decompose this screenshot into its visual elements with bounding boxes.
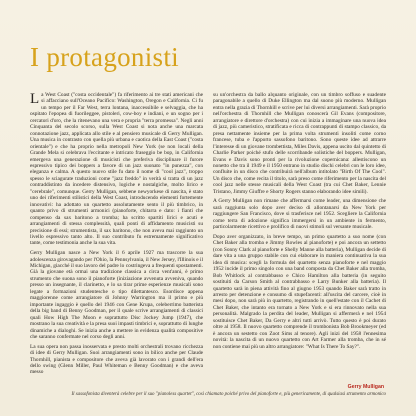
column-right [213,92,386,392]
paragraph: su un'orchestra da ballo alquanto originale, con un timbro soffuso e suadente paragonabile a quello di Duke Ellington ma dal suono più moderno. Mulligan entra nella grazia di Thornhill e scrive per lui diversi arrangiamenti. Sarà proprio nell'orchestra di Thornhill che Mulligan conoscerà Gil Evans (compositore, arrangiatore e direttore d'orchestra) con cui inizia a immaginare una nuova idea di jazz, più cameristico, stratificata e ricca di contrappunti di stampo classico, da presa nettamente insieme per la prima volta strumenti insoliti come corno francese, tuba e l'apporto sassofono baritono. Sono queste idee ad attrarre l'interesse di un giovane trombettista, Miles Davis, appena uscito dal quintetto di Charlie Parker poiché stufo delle scorribande solistiche del boppers. Mulligan, Evans e Davis sono pronti per la rivoluzione copernicana: allestiscono un nonetto che tra il 1949 e il 1950 entrano in studio dischi celebri con le loro idee, confluite in un disco che contribuirà nell'album intitolato "Birth Of The Cool". Un disco che, come recita il titolo, sarà preso come riferimento per la nascita del cool jazz nelle stesse musicali della West Coast (tra cui Chet Baker, Lennie Tristano, Jimmy Giuffre e Shorty Rogers stanno elaborando idee simili). [213,92,386,195]
paragraph-text: a West Coast ("costa occidentale") fa riferimento ai tre stati americani che si affacciano sull'Oceano Pacifico: Washington, Oregon e California. Ci fu un tempo per il Far West, terra lontana, inaccessibile e selvaggia, che ha ospitato l'epopea di fuorileggee, pistoleri, cow-boy e indiani, e un sogno per i cercatori d'oro, che la ritenevano una vera e propria "terra promessa". Negli anni Cinquanta del secolo scorso, sulla West Coast si nota anche una marcata connotazione jazz, applicata allo stile e al pensiero musicale di Gerry Mulligan. Una musica in contrasto con quella più urbana e caotica della East Coast ("costa orientale") e che ha proprio nella metropoli New York (se non locali della Grande Mela si celebrava l'eccitante e intricato fraseggio be bop, in California emergeva una generazione di musicisti che preferiva disciplinare il furore espressivo tipico dei boppers a favore di un jazz suonato "in punezza", con eleganza e calma. A questo nuovo stile fu dato il nome di "cool jazz", troppo spesso le sciagurate traduzioni come "jazz freddo" in verità si tratta di un jazz contraddistinto da incedere distensivo, logiche e nostalgiche, molto lirico e "cerebrale", comunque. Gerry Mulligan, sebbene newyorkese di nascita, è stato uno dei riferimenti stilistici della West Coast, introducendo elementi fortemente innovativi: ha adottato un quartetto assolutamente sento il più timbrico, in quanto privo di strumenti armonici (pianoforte, chitarra e dato: i fianti che compenso da sax baritono a tromba; ha scritto spartiti lirici e acuti e arrangiamenti di stessa complessità, quali ponti di affidamento musicisti su precisione di essi; strumentista, il sax baritono, che non aveva mai raggiunto un livello espressivo tanto alto. Il suo contributo fu estremamente significativo tante, come testimonia anche la sua vita. [30,92,203,247]
paragraph [30,92,203,247]
drop-cap: L [30,92,40,107]
paragraph: La sua opera non passa inosservata e presto molti orchestrali trovano ricchezza di idee di Gerry Mulligan. Suoi arrangiamenti sono in bilico anche per Claude Thornhill, pianista e compositore che aveva già lavorato con i grandi dell'era dello swing (Glenn Miller, Paul Whiteman e Benny Goodman) e che aveva messo [30,343,203,376]
photo-caption-title: Gerry Mulligan [347,384,384,390]
paragraph: Gerry Mulligan nasce a New York il 6 aprile 1927 ma trascorre la sua adolescenza girovagando per l'Ohio, la Pennsylvania, il New Jersey, l'Illinois e il Michigan, giacché il suo lavoro del padre lo costringeva a frequenti spostamenti. Già la giovane età ormai una tradizione classica a circa vent'anni, è primo strumento che suona sono il pianoforte (iniziazione avvenuta avveniva, quando presso un insegnante, il clarinetto, e lo sa tirar prime esperienze musicali sono legate a formazioni studentesche o tipo dilettantesco. Esordisce appena maggiorenne come arrangiatore di Johnny Warrington ma il primo e più importante ingaggio è quello del 1946 con Gene Krupa, celeberrimo batterista della big band di Benny Goodman, per il quale scrive arrangiamenti di classici quali How High The Moon e soprattutto Disc Jockey Jump (1947), che mostrano la sua creatività e la presa suoi impasti timbrici e, soprattutto di lunghe dinamiche a dialoghi. Se inizia anche a mettere in evidenza qualità compositive che saranno confermate nel corso degli anni. [30,250,203,340]
column-left [30,92,203,392]
paragraph: Dopo aver organizzato, in breve tempo, un primo quartetto a suo nome (con Chet Baker alla tromba e Jimmy Rowles al pianoforte) e poi ancora un settetto (con Sonny Clark al pianoforte e Shelly Manne alla batteria), Mulligan decide di dare vita a una gruppo stabile con cui elaborare in maniera continuativa la sua idea di musica: scegli la formula del quartetto senza pianoforte e nel maggio 1952 incide il primo singolo con una band composta da Chet Baker alla tromba, Bob Whitlock al contrabbasso e Chico Hamilton alla batteria (in seguito sostituiti da Carson Smith al contrabbasso e Larry Bunker alla batteria). Il quartetto sarà in piena attività fino al giugno 1953 quando Baker sarà tratto in arresto per detenzione e consumo di stupefacenti: all'uscita del carcere, cioè in mesi dopo, non sarà più in quartetto, registrando in quell'estate con il Cachet di Chet Baker, che intanto era tornato a New York e si era rinnovato nella sua personalità. Malgrado la perdita del leader, Mulligan si affermerà e nel 1954 sostituisce Chet Baker, Da Gerry e altri tutti arrivò. Tutto questo è poi durato oltre al 1958. Il nuovo quartetto comprende il trombonista Bob Brookmeyer (ed è ancora un sestetto con Zoot Sims al tenore). Agli inizi del 1958 l'ennesima novità: la nascita di un nuovo quartetto con Art Farmer alla tromba, che in sé non contiene mai più un altro arrangiatore: "What Is There To Say?". [213,233,386,350]
paragraph: A Gerry Mulligan non rimane che affermarsi come leader, una dimensione che sarà raggiunta solo dopo aver deciso di allontanarsi da New York per raggiungere San Francisco, dove si trasferisce nel 1952. Scegliere la California come terra di adozione significa immergersi in un ambiente in fermento, particolarmente ricettivo e prolifico di nuovi stimoli sul versante musicale. [213,198,386,231]
page-title: I protagonisti [30,42,179,72]
article-body [30,92,386,392]
photo-caption-text: Il sassofonista diventerà celebre per il suo "pianoless quartet", così chiamato poiché privo del pianoforte e, più genericamente, di qualsiasi strumento armonico [71,392,386,397]
